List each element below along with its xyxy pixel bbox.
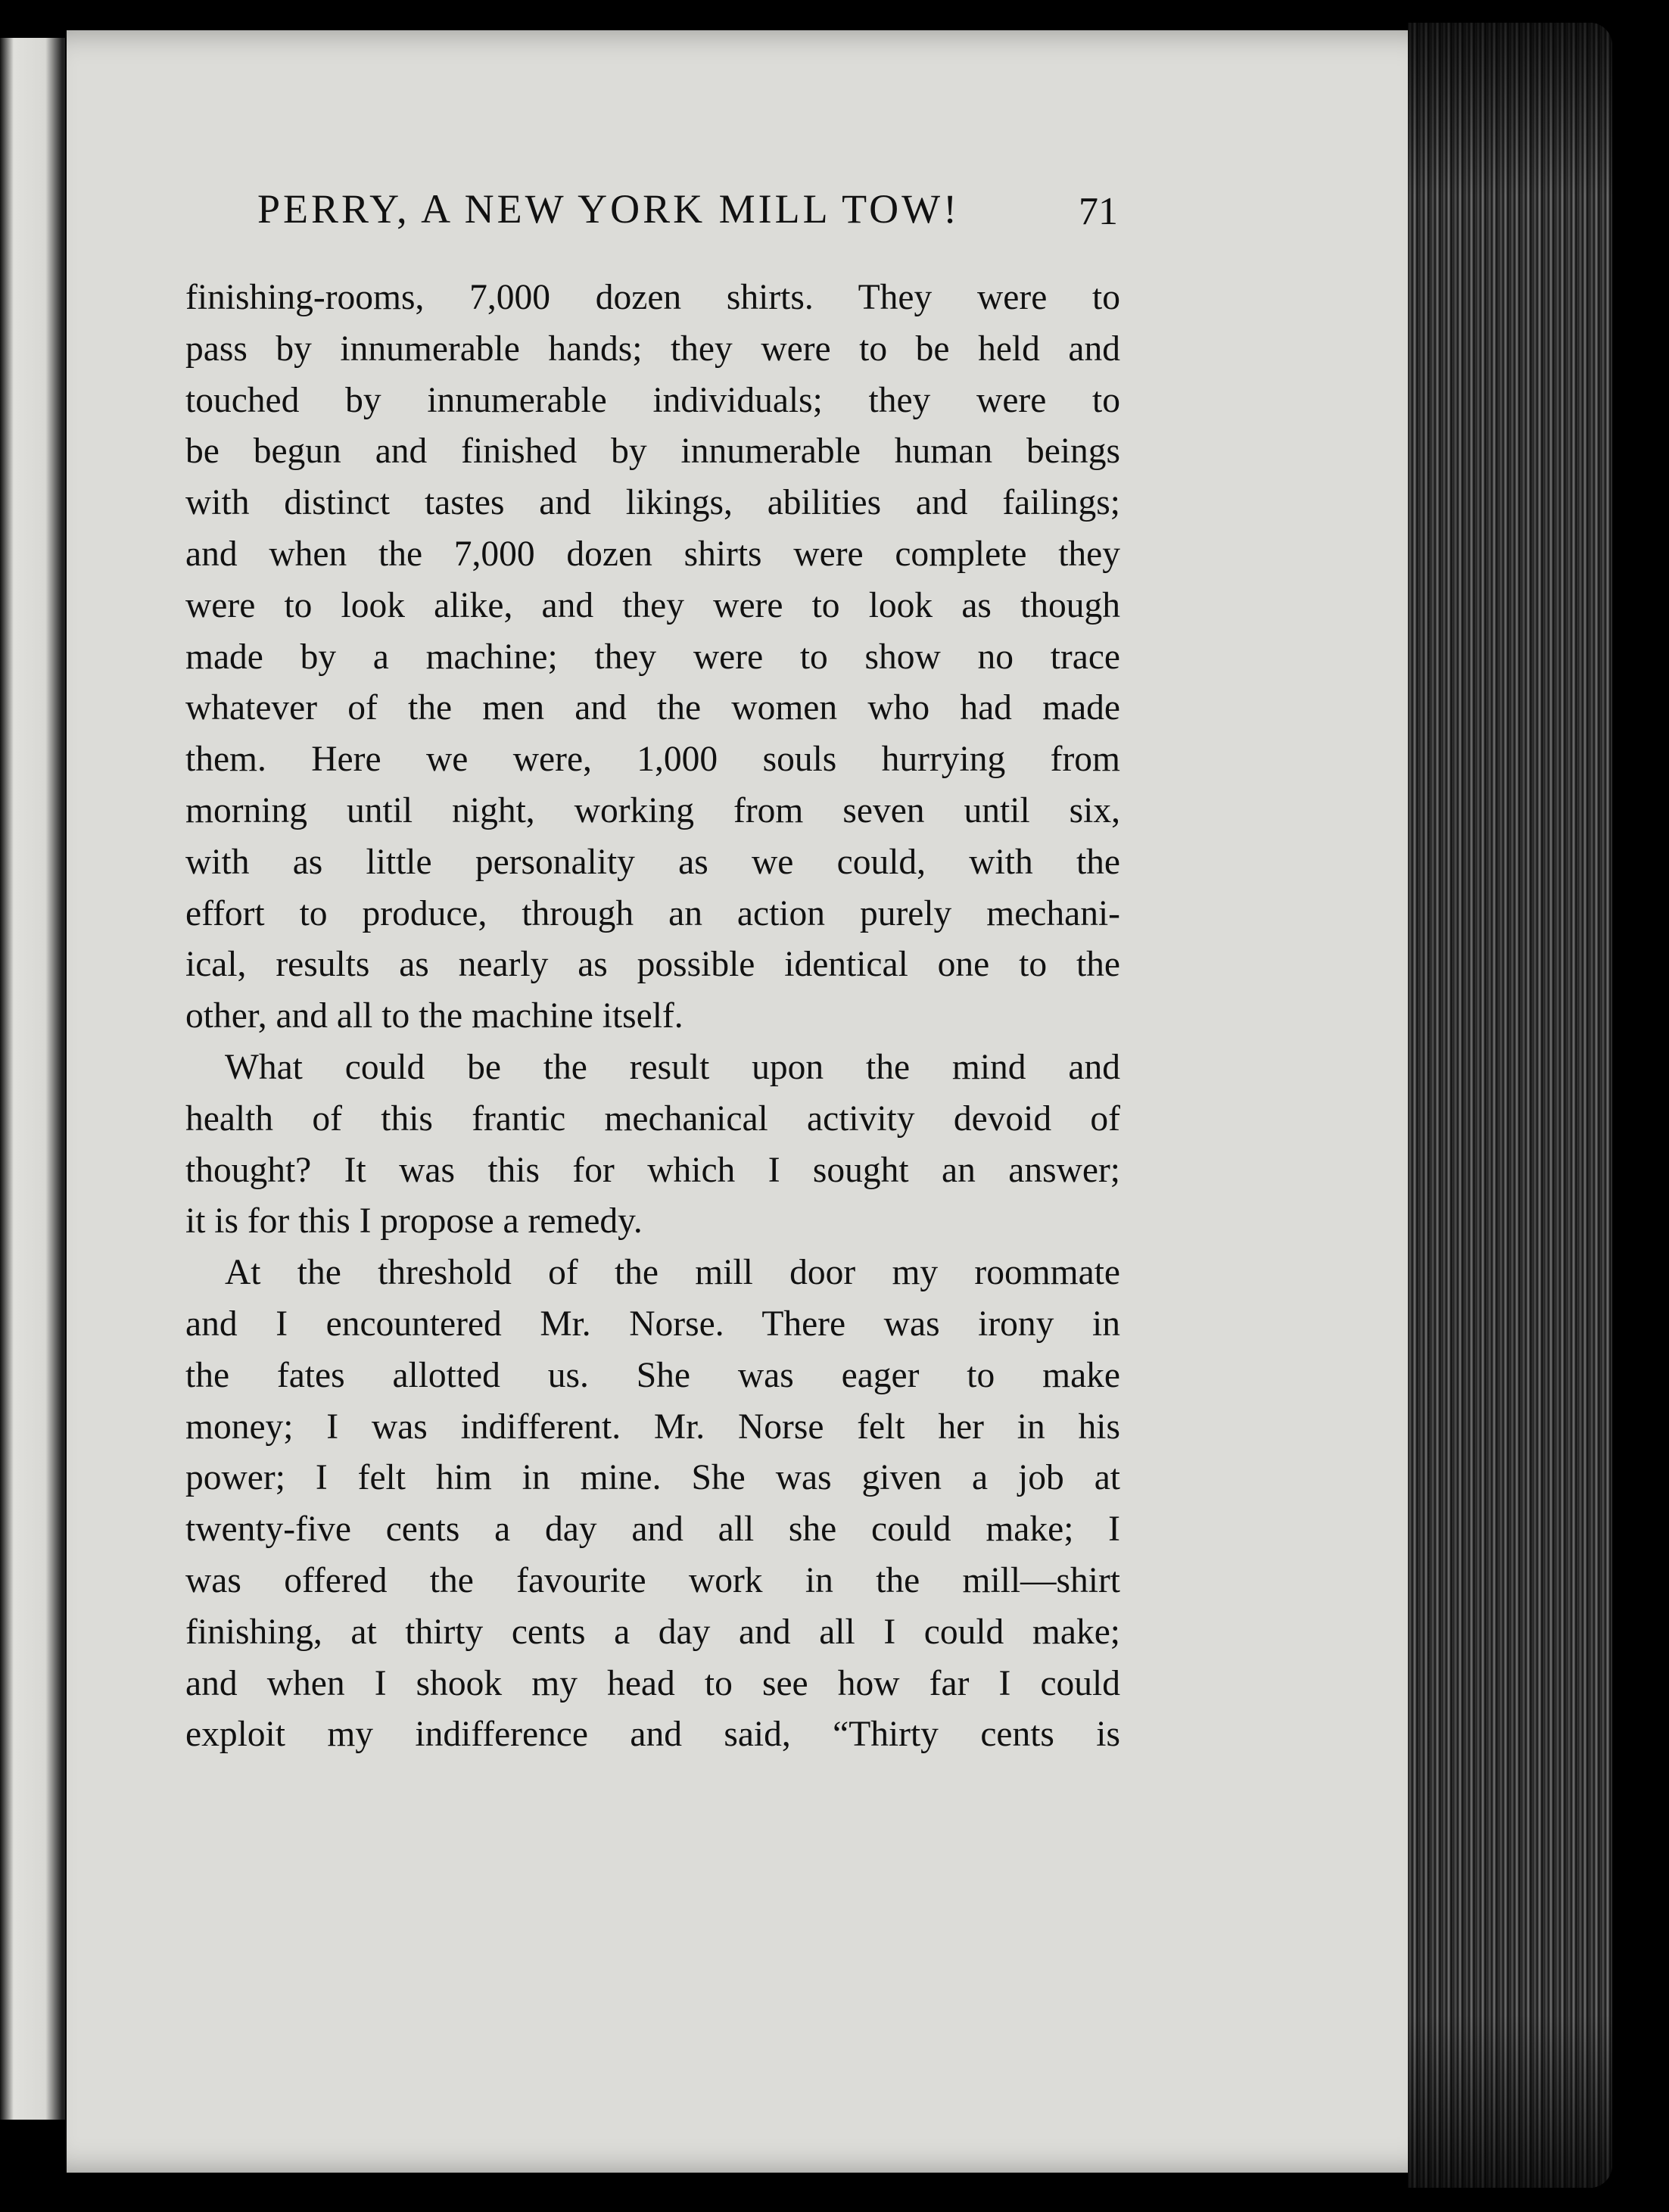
text-line: power; I felt him in mine. She was given a job at <box>185 1458 1120 1498</box>
text-line: thought? It was this for which I sought an answer; <box>185 1150 1120 1190</box>
text-line: exploit my indifference and said, “Thirty cents is <box>185 1715 1120 1755</box>
text-line: were to look alike, and they were to look as though <box>185 585 1120 625</box>
text-line: with distinct tastes and likings, abilities and failings; <box>185 483 1120 523</box>
text-line: other, and all to the machine itself. <box>185 996 683 1036</box>
text-line: them. Here we were, 1,000 souls hurrying from <box>185 740 1120 780</box>
text-line: and when the 7,000 dozen shirts were complete they <box>185 534 1120 574</box>
text-line: be begun and finished by innumerable human beings <box>185 431 1120 472</box>
page-number: 71 <box>1079 190 1118 233</box>
text-line: the fates allotted us. She was eager to make <box>185 1355 1120 1395</box>
book-fore-edge <box>1408 23 1612 2188</box>
text-line: and when I shook my head to see how far I could <box>185 1663 1120 1703</box>
text-line: it is for this I propose a remedy. <box>185 1201 643 1242</box>
text-line: and I encountered Mr. Norse. There was irony in <box>185 1304 1120 1344</box>
text-line: finishing, at thirty cents a day and all I could make; <box>185 1612 1120 1652</box>
text-line: What could be the result upon the mind and <box>225 1047 1120 1087</box>
text-line: money; I was indifferent. Mr. Norse felt her in his <box>185 1407 1120 1447</box>
text-line: twenty-five cents a day and all she could make; I <box>185 1509 1120 1550</box>
text-line: made by a machine; they were to show no trace <box>185 637 1120 677</box>
text-line: whatever of the men and the women who had made <box>185 688 1120 728</box>
text-line: with as little personality as we could, with the <box>185 842 1120 882</box>
text-line: At the threshold of the mill door my roommate <box>225 1253 1120 1293</box>
running-head: PERRY, A NEW YORK MILL TOW! <box>257 186 961 232</box>
left-page-edge <box>0 38 65 2120</box>
text-line: ical, results as nearly as possible identical one to the <box>185 945 1120 985</box>
body-text <box>185 273 1120 1761</box>
text-line: effort to produce, through an action purely mechani- <box>185 893 1120 933</box>
text-line: touched by innumerable individuals; they were to <box>185 380 1120 420</box>
text-line: pass by innumerable hands; they were to be held and <box>185 329 1120 369</box>
text-line: morning until night, working from seven until six, <box>185 790 1120 830</box>
text-line: was offered the favourite work in the mill—shirt <box>185 1560 1120 1600</box>
text-line: finishing-rooms, 7,000 dozen shirts. They were to <box>185 278 1120 317</box>
text-line: health of this frantic mechanical activity devoid of <box>185 1098 1120 1139</box>
